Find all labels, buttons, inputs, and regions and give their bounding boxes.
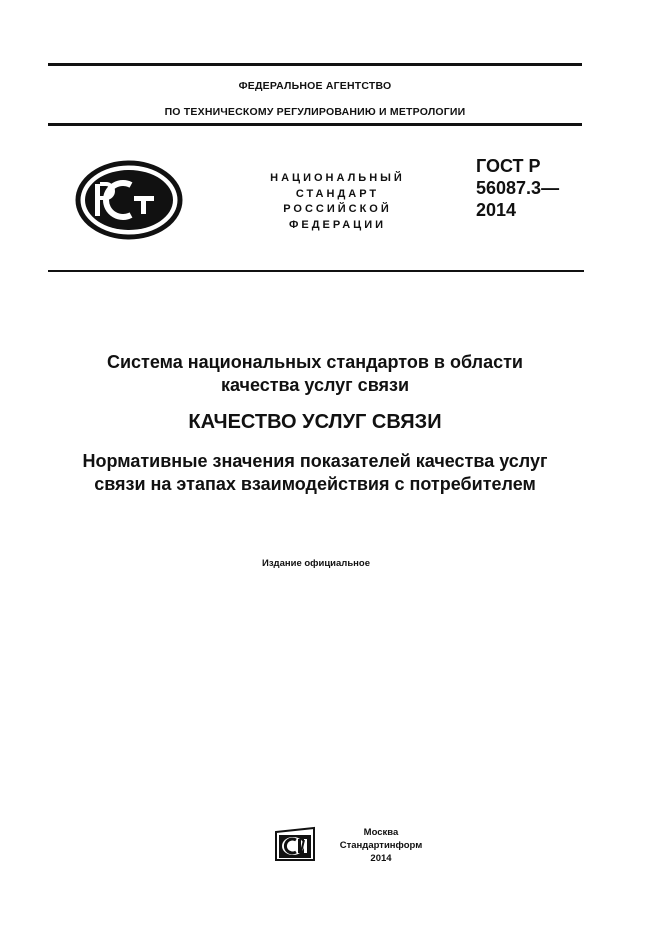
national-line-1: НАЦИОНАЛЬНЫЙ [270,172,405,184]
series-title-line-1: Система национальных стандартов в области [106,352,523,372]
national-line-2: СТАНДАРТ [295,187,380,200]
standard-block-rule [48,270,584,272]
series-title-line-2: качества услуг связи [220,375,410,395]
top-rule [48,63,582,66]
rst-logo-icon [75,160,183,240]
publisher-name: Стандартинформ [339,840,423,851]
publisher-year: 2014 [370,853,392,864]
gost-line-3: 2014 [476,200,517,220]
national-standard-label [250,171,425,233]
gost-number [476,155,559,221]
subtitle-line-1: Нормативные значения показателей качества услуг [82,451,548,471]
agency-line-1: ФЕДЕРАЛЬНОЕ АГЕНТСТВО [238,80,392,92]
gost-line-2: 56087.3— [476,178,560,198]
agency-line-2: ПО ТЕХНИЧЕСКОМУ РЕГУЛИРОВАНИЮ И МЕТРОЛОГИИ [164,106,466,118]
publisher-city: Москва [363,827,399,838]
header-rule [48,123,582,126]
main-title: КАЧЕСТВО УСЛУГ СВЯЗИ [188,411,442,433]
subtitle [40,450,590,496]
national-line-3: РОССИЙСКОЙ [283,203,392,215]
subtitle-line-2: связи на этапах взаимодействия с потребителем [94,474,536,494]
gost-line-1: ГОСТ Р [476,156,541,176]
edition-label: Издание официальное [262,558,370,569]
series-title [40,351,590,397]
standartinform-logo-icon [274,826,316,862]
national-line-4: ФЕДЕРАЦИИ [288,218,387,231]
publisher-info [326,826,436,865]
